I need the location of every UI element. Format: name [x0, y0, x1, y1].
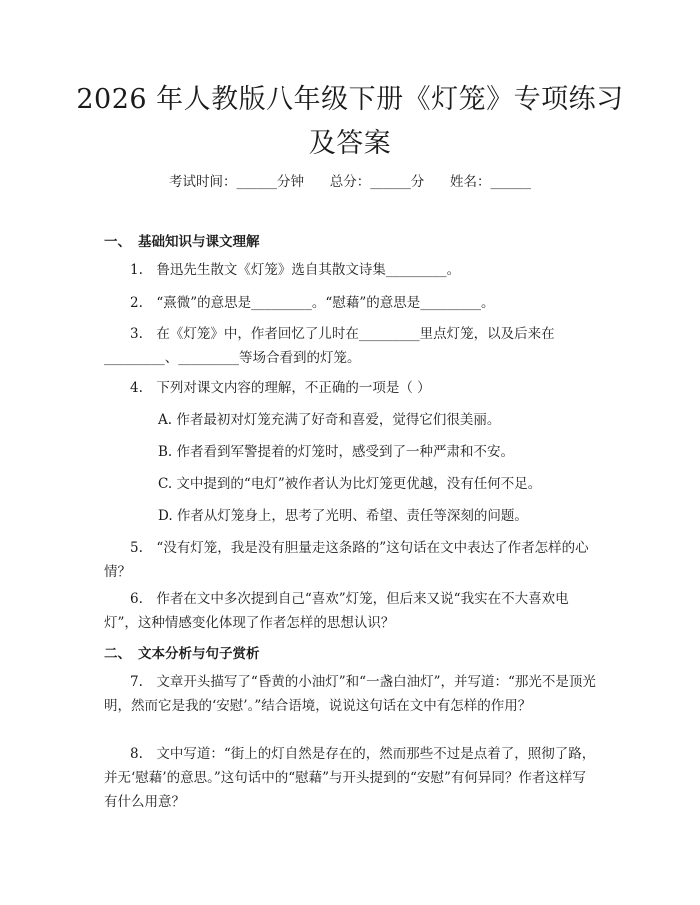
question-7: 7. 文章开头描写了“昏黄的小油灯”和“一盏白油灯”，并写道：“那光不是顶光明，然而它是我的‘安慰’。”结合语境，说说这句话在文中有怎样的作用？	[104, 674, 596, 714]
section-heading-1	[104, 230, 260, 250]
section-title: 基础知识与课文理解	[138, 234, 260, 250]
question-4: 4. 下列对课文内容的理解，不正确的一项是（ ）	[130, 380, 431, 396]
section-heading-2	[104, 642, 260, 662]
question-5: 5. “没有灯笼，我是没有胆量走这条路的”这句话在文中表达了作者怎样的心情？	[104, 540, 589, 580]
question-8: 8. 文中写道：“街上的灯自然是存在的，然而那些不过是点着了，照彻了路，并无‘慰藉’的意思。”这句话中的“慰藉”与开头提到的“安慰”有何异同？作者这样写有什么用意？	[104, 746, 596, 810]
section-number: 二、	[104, 646, 131, 662]
question-4-option-c: C. 文中提到的“电灯”被作者认为比灯笼更优越，没有任何不足。	[158, 476, 542, 492]
question-4-option-d: D. 作者从灯笼身上，思考了光明、希望、责任等深刻的问题。	[158, 508, 528, 524]
document-title	[60, 78, 640, 166]
question-4-option-a: A. 作者最初对灯笼充满了好奇和喜爱，觉得它们很美丽。	[158, 412, 501, 428]
question-4-option-b: B. 作者看到军警提着的灯笼时，感受到了一种严肃和不安。	[158, 444, 515, 460]
question-2: 2. “熹微”的意思是_________。“慰藉”的意思是_________。	[130, 295, 495, 311]
section-number: 一、	[104, 234, 131, 250]
section-title: 文本分析与句子赏析	[138, 646, 260, 662]
exam-meta-line: 考试时间：______分钟 总分：______分 姓名：______	[169, 174, 531, 190]
question-6: 6. 作者在文中多次提到自己“喜欢”灯笼，但后来又说“我实在不大喜欢电灯”，这种情感变化体现了作者怎样的思想认识？	[104, 591, 569, 631]
title-line-1: 2026 年人教版八年级下册《灯笼》专项练习	[76, 84, 624, 115]
question-3: 3. 在《灯笼》中，作者回忆了儿时在_________里点灯笼，以及后来在_________、_________等场合看到的灯笼。	[104, 326, 555, 366]
title-line-2: 及答案	[308, 128, 392, 159]
question-1: 1. 鲁迅先生散文《灯笼》选自其散文诗集_________。	[130, 262, 461, 278]
